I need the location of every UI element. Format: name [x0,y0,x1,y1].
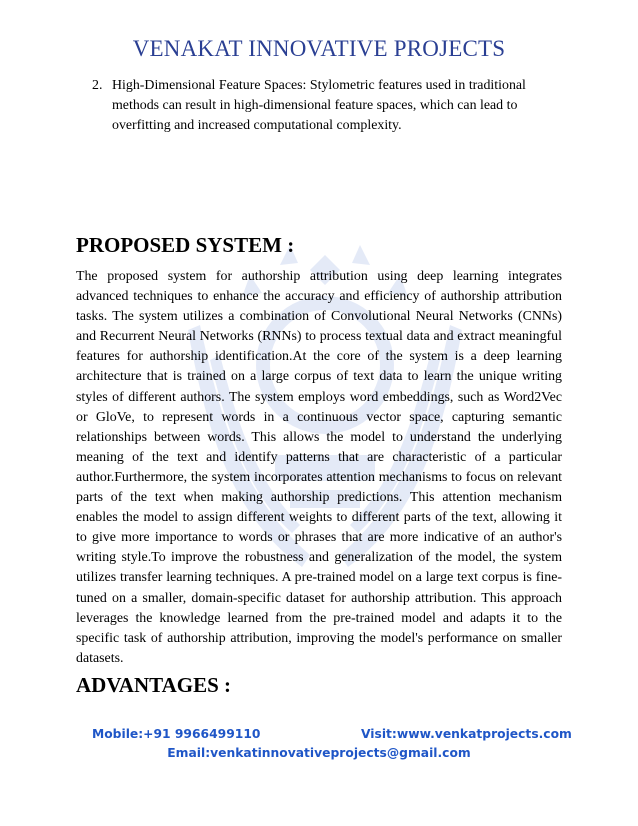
proposed-system-heading: PROPOSED SYSTEM : [76,233,295,257]
list-item-text: High-Dimensional Feature Spaces: Stylometric features used in traditional methods can result in high-dimensional feature spaces, which can lead to overfitting and increased computational complexity. [112,78,526,133]
footer-mobile: Mobile:+91 9966499110 [92,727,261,741]
page-header-title: VENAKAT INNOVATIVE PROJECTS [132,36,506,61]
footer-website-link[interactable]: Visit:www.venkatprojects.com [361,727,572,741]
footer-email-link[interactable]: Email:venkatinnovativeprojects@gmail.com [167,746,471,760]
proposed-system-paragraph: The proposed system for authorship attribution using deep learning integrates advanced techniques to enhance the accuracy and efficiency of authorship attribution tasks. The system utilizes a combination of Convolutional Neural Networks (CNNs) and Recurrent Neural Networks (RNNs) to process textual data and extract meaningful features for authorship identification.At the core of the system is a deep learning architecture that is trained on a large corpus of text data to learn the unique writing styles of different authors. The system employs word embeddings, such as Word2Vec or GloVe, to represent words in a continuous vector space, capturing semantic relationships between words. This allows the model to understand the underlying meaning of the text and identify patterns that are characteristic of a particular author.Furthermore, the system incorporates attention mechanisms to focus on relevant parts of the text when making authorship predictions. This attention mechanism enables the model to assign different weights to different parts of the text, allowing it to give more importance to words or phrases that are more indicative of an author's writing style.To improve the robustness and generalization of the model, the system utilizes transfer learning techniques. A pre-trained model on a large text corpus is fine-tuned on a smaller, domain-specific dataset for authorship attribution. This approach leverages the knowledge learned from the pre-trained model and adapts it to the specific task of authorship attribution, improving the model's performance on smaller datasets. [76,269,562,666]
list-number: 2. [92,78,103,93]
numbered-list-item [92,76,562,136]
advantages-heading: ADVANTAGES : [76,673,231,697]
